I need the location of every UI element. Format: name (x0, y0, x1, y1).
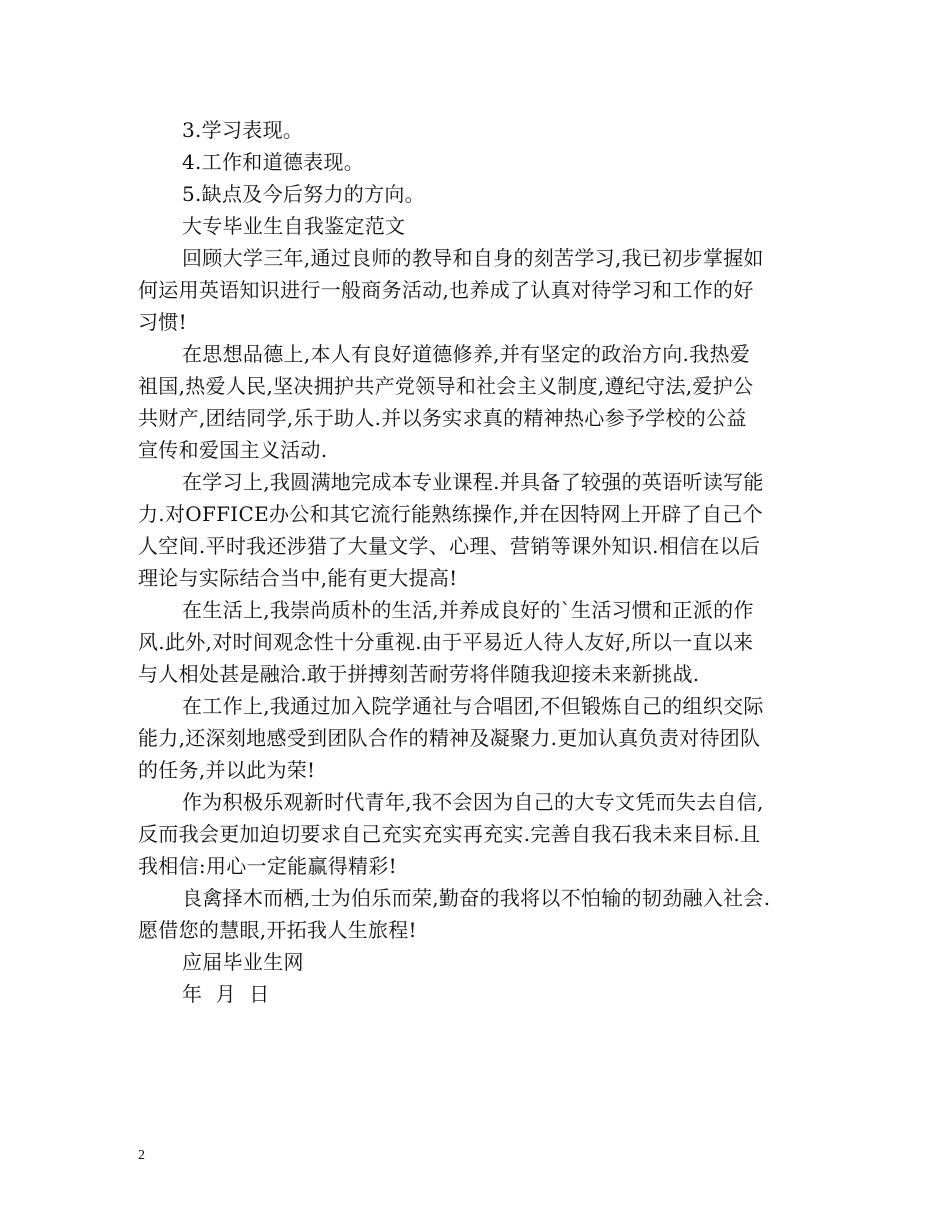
section-title: 大专毕业生自我鉴定范文 (182, 214, 406, 238)
paragraph-line: 人空间.平时我还涉猎了大量文学、心理、营销等课外知识.相信在以后 (138, 534, 761, 558)
paragraph-line: 在工作上,我通过加入院学通社与合唱团,不但锻炼自己的组织交际 (182, 694, 764, 718)
list-item-4: 4.工作和道德表现。 (182, 150, 365, 174)
paragraph-line: 反而我会更加迫切要求自己充实充实再充实.完善自我石我未来目标.且 (138, 822, 761, 846)
document-body (138, 114, 818, 1010)
paragraph-line: 宣传和爱国主义活动. (138, 438, 328, 462)
paragraph-line: 我相信:用心一定能赢得精彩! (138, 854, 397, 878)
paragraph-line: 回顾大学三年,通过良师的教导和自身的刻苦学习,我已初步掌握如 (182, 246, 764, 270)
paragraph-line: 习惯! (138, 310, 187, 334)
paragraph-line: 风.此外,对时间观念性十分重视.由于平易近人待人友好,所以一直以来 (138, 630, 754, 654)
list-item-3: 3.学习表现。 (182, 118, 304, 142)
list-item-5: 5.缺点及今后努力的方向。 (182, 182, 425, 206)
paragraph-line: 能力,还深刻地感受到团队合作的精神及凝聚力.更加认真负责对待团队 (138, 726, 761, 750)
page-number: 2 (138, 1148, 145, 1163)
paragraph-line: 在学习上,我圆满地完成本专业课程.并具备了较强的英语听读写能 (182, 470, 764, 494)
paragraph-line: 祖国,热爱人民,坚决拥护共产党领导和社会主义制度,遵纪守法,爱护公 (138, 374, 754, 398)
paragraph-line: 共财产,团结同学,乐于助人.并以务实求真的精神热心参予学校的公益 (138, 406, 747, 430)
paragraph-line: 理论与实际结合当中,能有更大提高! (138, 566, 458, 590)
paragraph-line: 在思想品德上,本人有良好道德修养,并有坚定的政治方向.我热爱 (182, 342, 751, 366)
paragraph-line: 力.对OFFICE办公和其它流行能熟练操作,并在因特网上开辟了自己个 (138, 502, 763, 526)
date-line: 年 月 日 (182, 982, 270, 1006)
paragraph-line: 作为积极乐观新时代青年,我不会因为自己的大专文凭而失去自信, (182, 790, 764, 814)
paragraph-line: 良禽择木而栖,士为伯乐而荣,勤奋的我将以不怕输的韧劲融入社会. (182, 886, 771, 910)
paragraph-line: 的任务,并以此为荣! (138, 758, 316, 782)
paragraph-line: 愿借您的慧眼,开拓我人生旅程! (138, 918, 417, 942)
paragraph-line: 在生活上,我崇尚质朴的生活,并养成良好的`生活习惯和正派的作 (182, 598, 754, 622)
signature-source: 应届毕业生网 (182, 950, 304, 974)
paragraph-line: 与人相处甚是融洽.敢于拼搏刻苦耐劳将伴随我迎接未来新挑战. (138, 662, 700, 686)
paragraph-line: 何运用英语知识进行一般商务活动,也养成了认真对待学习和工作的好 (138, 278, 754, 302)
